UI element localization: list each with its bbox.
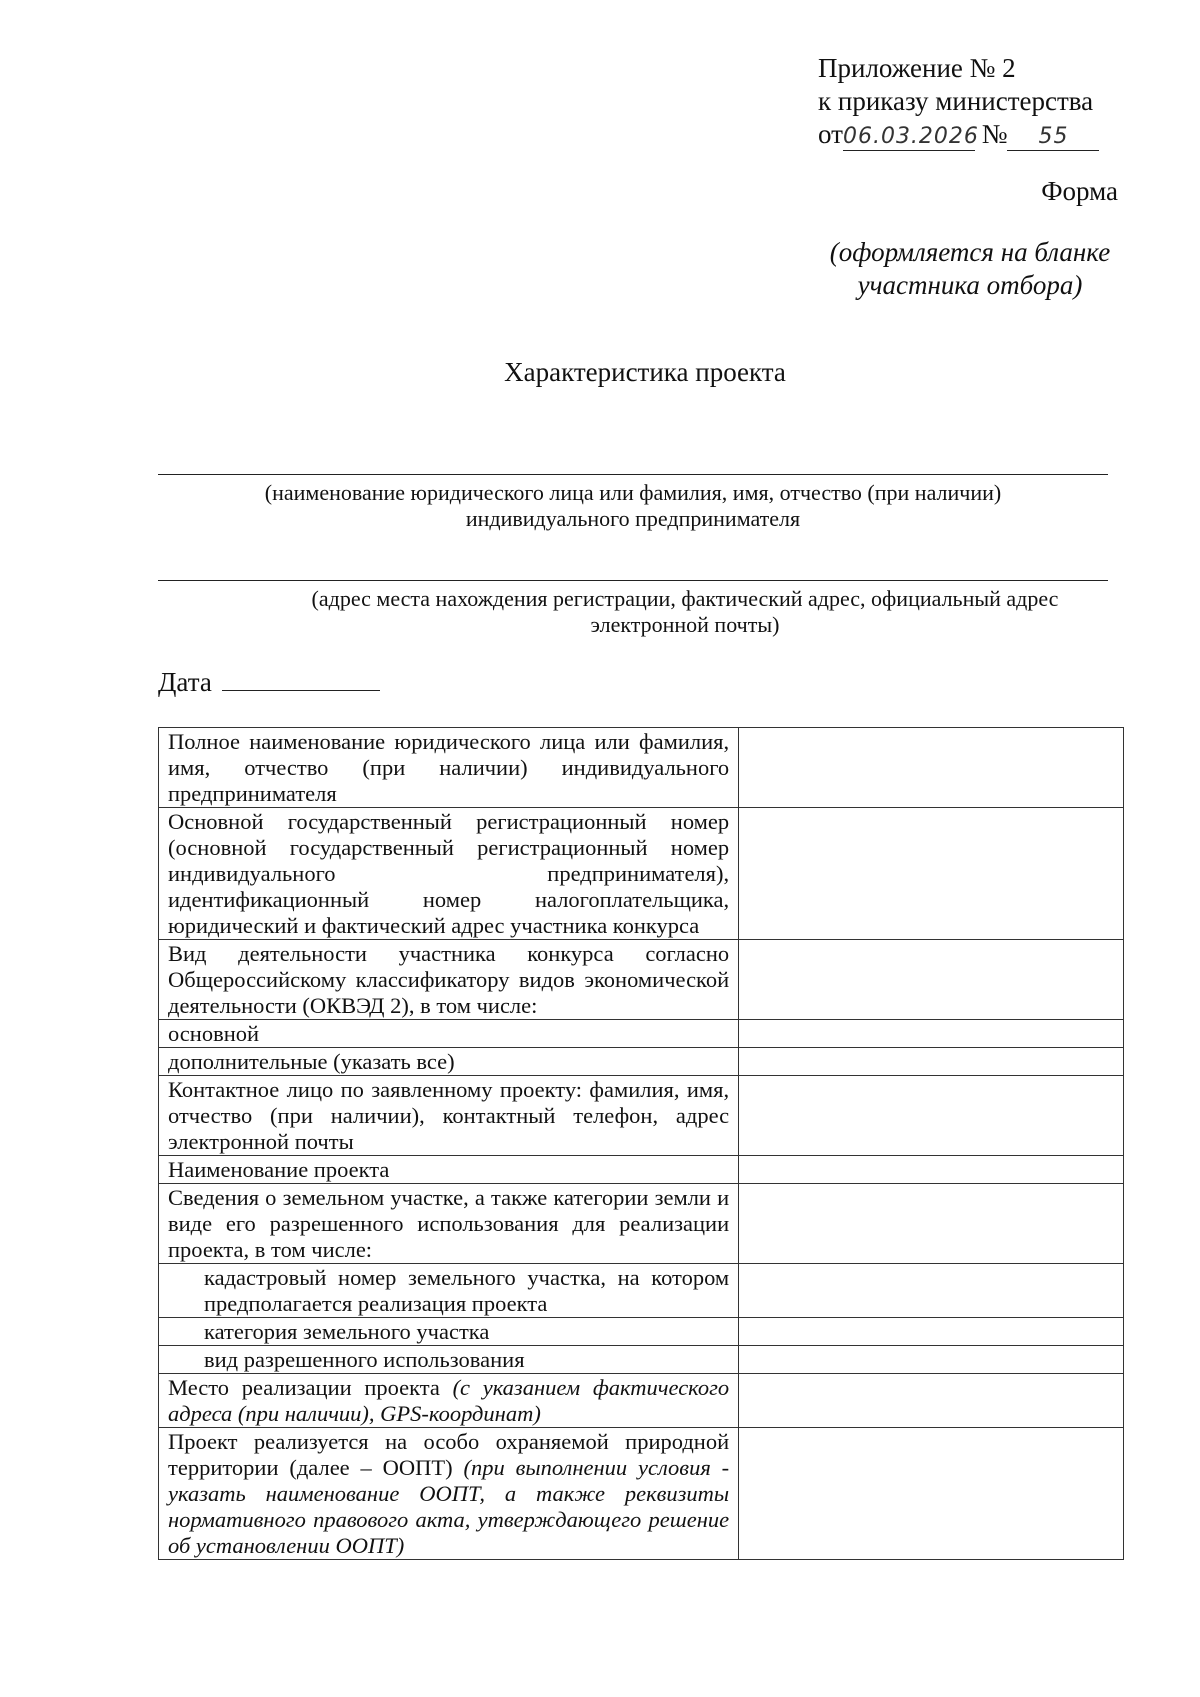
row-value-cell[interactable] xyxy=(739,1346,1124,1374)
form-note-line-2: участника отбора) xyxy=(857,270,1083,300)
page-title: Характеристика проекта xyxy=(504,357,786,387)
row-value-cell[interactable] xyxy=(739,1318,1124,1346)
table-row xyxy=(159,1184,1124,1264)
table-row xyxy=(159,1428,1124,1560)
number-label: № xyxy=(981,119,1008,149)
row-label: Полное наименование юридического лица или фамилия, имя, отчество (при наличии) индивидуального предпринимателя xyxy=(159,728,739,808)
table-row xyxy=(159,1020,1124,1048)
row-label: дополнительные (указать все) xyxy=(159,1048,739,1076)
row-label: вид разрешенного использования xyxy=(159,1346,739,1374)
table-row xyxy=(159,1076,1124,1156)
row-value-cell[interactable] xyxy=(739,1076,1124,1156)
table-row xyxy=(159,808,1124,940)
name-caption-line-1: (наименование юридического лица или фамилия, имя, отчество (при наличии) xyxy=(264,480,1002,505)
table-row xyxy=(159,1374,1124,1428)
table-row xyxy=(159,1318,1124,1346)
row-label: основной xyxy=(159,1020,739,1048)
row-value-cell[interactable] xyxy=(739,1020,1124,1048)
row-value-cell[interactable] xyxy=(739,1156,1124,1184)
handwritten-number: 55 xyxy=(1038,124,1069,149)
row-value-cell[interactable] xyxy=(739,808,1124,940)
form-note-line-1: (оформляется на бланке xyxy=(829,237,1111,267)
date-label: Дата xyxy=(158,667,212,697)
row-label: Вид деятельности участника конкурса согласно Общероссийскому классификатору видов экономической деятельности (ОКВЭД 2), в том числе: xyxy=(159,940,739,1020)
row-value-cell[interactable] xyxy=(739,1184,1124,1264)
row-label: Наименование проекта xyxy=(159,1156,739,1184)
row-value-cell[interactable] xyxy=(739,1374,1124,1428)
table-row xyxy=(159,1048,1124,1076)
row-label-main: Место реализации проекта xyxy=(168,1375,453,1400)
handwritten-date: 06.03.2026 xyxy=(842,124,979,149)
appendix-line-1: Приложение № 2 xyxy=(818,53,1016,83)
row-label-italic: (с указанием фактического адреса (при наличии), GPS-координат) xyxy=(168,1375,730,1426)
name-caption-line-2: индивидуального предпринимателя xyxy=(465,506,801,531)
row-label: кадастровый номер земельного участка, на котором предполагается реализация проекта xyxy=(159,1264,739,1318)
handwritten-date-field xyxy=(842,121,979,151)
project-characteristics-table xyxy=(158,727,1124,1560)
form-label: Форма xyxy=(1041,176,1118,206)
row-label: Основной государственный регистрационный номер (основной государственный регистрационный номер индивидуального предпринимателя), идентификационный номер налогоплательщика, юридический и фактический адрес участника конкурса xyxy=(159,808,739,940)
row-label: Сведения о земельном участке, а также категории земли и виде его разрешенного использования для реализации проекта, в том числе: xyxy=(159,1184,739,1264)
date-input-line[interactable] xyxy=(222,668,380,691)
name-input-line[interactable] xyxy=(158,474,1108,475)
table-row xyxy=(159,1156,1124,1184)
appendix-header xyxy=(818,52,1099,151)
row-label-main: Проект реализуется на особо охраняемой природной территории (далее – ООПТ) xyxy=(168,1429,730,1480)
address-caption xyxy=(260,586,1110,638)
appendix-line-3 xyxy=(818,118,1099,151)
row-label-italic: (при выполнении условия - указать наименование ООПТ, а также реквизиты нормативного правового акта, утверждающего решение об установлении ООПТ) xyxy=(168,1455,730,1558)
row-label xyxy=(159,1428,739,1560)
date-row xyxy=(158,667,380,698)
row-label: категория земельного участка xyxy=(159,1318,739,1346)
address-input-line[interactable] xyxy=(158,580,1108,581)
table-row xyxy=(159,728,1124,808)
appendix-line-2: к приказу министерства xyxy=(818,86,1094,116)
name-caption xyxy=(158,480,1108,532)
row-value-cell[interactable] xyxy=(739,1428,1124,1560)
address-caption-line-2: электронной почты) xyxy=(590,612,780,637)
table-row xyxy=(159,940,1124,1020)
row-value-cell[interactable] xyxy=(739,1048,1124,1076)
row-label xyxy=(159,1374,739,1428)
from-label: от xyxy=(818,119,843,149)
table-row xyxy=(159,1346,1124,1374)
address-caption-line-1: (адрес места нахождения регистрации, фактический адрес, официальный адрес xyxy=(311,586,1059,611)
row-value-cell[interactable] xyxy=(739,940,1124,1020)
handwritten-number-field xyxy=(1007,121,1099,151)
row-label: Контактное лицо по заявленному проекту: фамилия, имя, отчество (при наличии), контактный телефон, адрес электронной почты xyxy=(159,1076,739,1156)
row-value-cell[interactable] xyxy=(739,728,1124,808)
table-row xyxy=(159,1264,1124,1318)
row-value-cell[interactable] xyxy=(739,1264,1124,1318)
form-note xyxy=(800,236,1140,302)
